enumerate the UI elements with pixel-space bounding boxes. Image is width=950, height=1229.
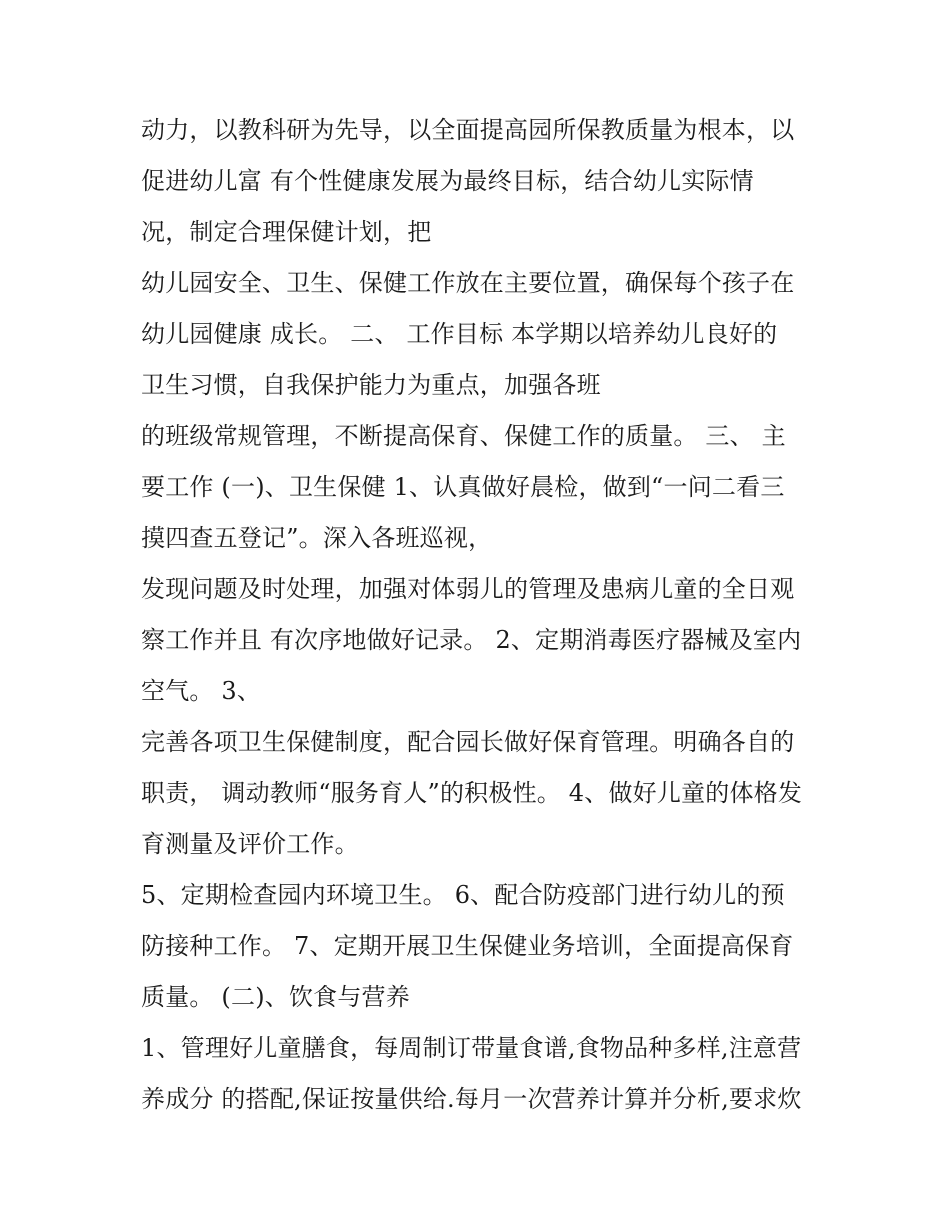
text-line: 的班级常规管理，不断提高保育、保健工作的质量。 三、 主 bbox=[141, 422, 786, 450]
document-body bbox=[141, 105, 821, 1125]
text-line: 况，制定合理保健计划，把 bbox=[141, 218, 432, 246]
text-line: 职责， 调动教师“服务育人”的积极性。 4、做好儿童的体格发 bbox=[141, 779, 803, 807]
text-line: 质量。 (二)、饮食与营养 bbox=[141, 983, 410, 1011]
text-line: 动力，以教科研为先导，以全面提高园所保教质量为根本，以 bbox=[141, 116, 795, 144]
text-line: 育测量及评价工作。 bbox=[141, 830, 359, 858]
text-line: 要工作 (一)、卫生保健 1、认真做好晨检，做到“一问二看三 bbox=[141, 473, 785, 501]
text-line: 发现问题及时处理，加强对体弱儿的管理及患病儿童的全日观 bbox=[141, 575, 795, 603]
text-line: 幼儿园安全、卫生、保健工作放在主要位置，确保每个孩子在 bbox=[141, 269, 795, 297]
text-line: 幼儿园健康 成长。 二、 工作目标 本学期以培养幼儿良好的 bbox=[141, 320, 778, 348]
text-line: 养成分 的搭配,保证按量供给.每月一次营养计算并分析,要求炊 bbox=[141, 1085, 802, 1113]
text-line: 察工作并且 有次序地做好记录。 2、定期消毒医疗器械及室内 bbox=[141, 626, 802, 654]
text-line: 空气。 3、 bbox=[141, 677, 262, 705]
text-line: 防接种工作。 7、定期开展卫生保健业务培训，全面提高保育 bbox=[141, 932, 794, 960]
text-line: 完善各项卫生保健制度，配合园长做好保育管理。明确各自的 bbox=[141, 728, 795, 756]
text-line: 1、管理好儿童膳食，每周制订带量食谱,食物品种多样,注意营 bbox=[141, 1034, 802, 1062]
text-line: 5、定期检查园内环境卫生。 6、配合防疫部门进行幼儿的预 bbox=[141, 881, 785, 909]
text-line: 卫生习惯，自我保护能力为重点，加强各班 bbox=[141, 371, 601, 399]
text-line: 促进幼儿富 有个性健康发展为最终目标，结合幼儿实际情 bbox=[141, 167, 754, 195]
text-line: 摸四查五登记”。深入各班巡视， bbox=[141, 524, 493, 552]
